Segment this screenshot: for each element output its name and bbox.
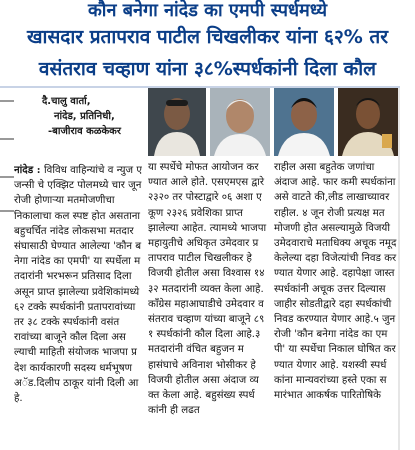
candidate-photo-1	[148, 88, 206, 156]
column-3-text: राहील असा बहुतेक जणांचा अंदाज आहे. फार कमी स्पर्धकांना असे वाटते की,लीड लाखाच्यावर राहील. ४ जून रोजी प्रत्यक्ष मतमोजणी होत असल्यामुळे विजयी उमेदवाराचे मताधिक्य अचूक नमूद केलेल्या दहा विजेत्यांची निवड करण्यात येणार आहे. दहापेक्षा जास्त स्पर्धकांनी अचूक उत्तर दिल्यास जाहीर सोडतीद्वारे दहा स्पर्धकांची निवड करण्यात येणार आहे.५ जुन रोजी 'कौन बनेगा नांदेड का एमपी' या स्पर्धेचा निकाल घोषित करण्यात येणार आहे. यशस्वी स्पर्धकांना मान्यवरांच्या हस्ते एका समारंभात आकर्षक पारितोषिके	[274, 162, 397, 402]
page-edge	[400, 0, 415, 450]
margin-mark	[0, 100, 14, 102]
article-column-1	[14, 163, 142, 450]
candidate-photo-3	[274, 88, 334, 156]
headline-line-2: खासदार प्रतापराव पाटील चिखलीकर यांना ६२% तर	[27, 26, 388, 48]
byline-source: दै.चालु वार्ता,	[42, 96, 91, 107]
article-column-3	[274, 160, 398, 450]
dateline: नांदेड :	[14, 164, 45, 176]
candidate-photos	[148, 88, 398, 156]
byline-location: नांदेड, प्रतिनिधी,	[54, 111, 115, 122]
headline	[0, 0, 415, 88]
column-1-text: विविध वाहिन्यांचे व न्युज एजन्सी चे एक्झिट पोलमध्ये चार जून रोजी होणाऱ्या मतमोजणीचा निकालाचा कल स्पष्ट होत असताना बहुचर्चित नांदेड लोकसभा मतदारसंघासाठी घेण्यात आलेल्या 'कौन बनेगा नांदेड का एमपी' या स्पर्धेला मतदारांनी भरभरून प्रतिसाद दिला असून प्राप्त झालेल्या प्रवेशिकांमध्ये ६२ टक्के स्पर्धकांनी प्रतापरावांच्या तर ३८ टक्के स्पर्धकांनी वसंतरावांच्या बाजूने कौल दिला असल्याची माहिती संयोजक भाजपा प्रदेश कार्यकारणी सदस्य धर्मभूषण अॅड.दिलीप ठाकूर यांनी दिली आहे.	[14, 165, 142, 405]
candidate-photo-4	[338, 88, 398, 156]
margin-mark	[0, 138, 14, 140]
headline-line-1: कौन बनेगा नांदेड का एमपी स्पर्धमध्ये	[87, 0, 328, 21]
headline-line-3: वसंतराव चव्हाण यांना ३८%स्पर्धकांनी दिला कौल	[38, 58, 377, 80]
margin-mark	[0, 176, 14, 178]
column-2-text: या स्पर्धेचे मोफत आयोजन करण्यात आले होते. एसएमएस द्वारे २३२० तर पोस्टाद्वारे ०६ अशा एकूण २३२६ प्रवेशिका प्राप्त झालेल्या आहेत. त्यामध्ये भाजपा महायुतीचे अधिकृत उमेदवार प्रतापराव पाटील चिखलीकर हे विजयी होतील असा विश्वास १४३२ मतदारांनी व्यक्त केला आहे. काँग्रेस महाआघाडीचे उमेदवार वसंतराव चव्हाण यांच्या बाजूने ८९१ स्पर्धकांनी कौल दिला आहे.३ मतदारांनी वंचित बहुजन महासंघाचे अविनाश भोसीकर हे विजयी होतील असा अंदाज व्यक्त केला आहे. बहुसंख्य स्पर्धकांनी ही लढत	[148, 162, 267, 417]
candidate-photo-2	[210, 88, 270, 156]
byline-author: -बाजीराव कळकेकर	[48, 126, 121, 137]
margin-mark	[0, 210, 14, 212]
byline	[14, 94, 142, 139]
article-column-2	[148, 160, 269, 450]
